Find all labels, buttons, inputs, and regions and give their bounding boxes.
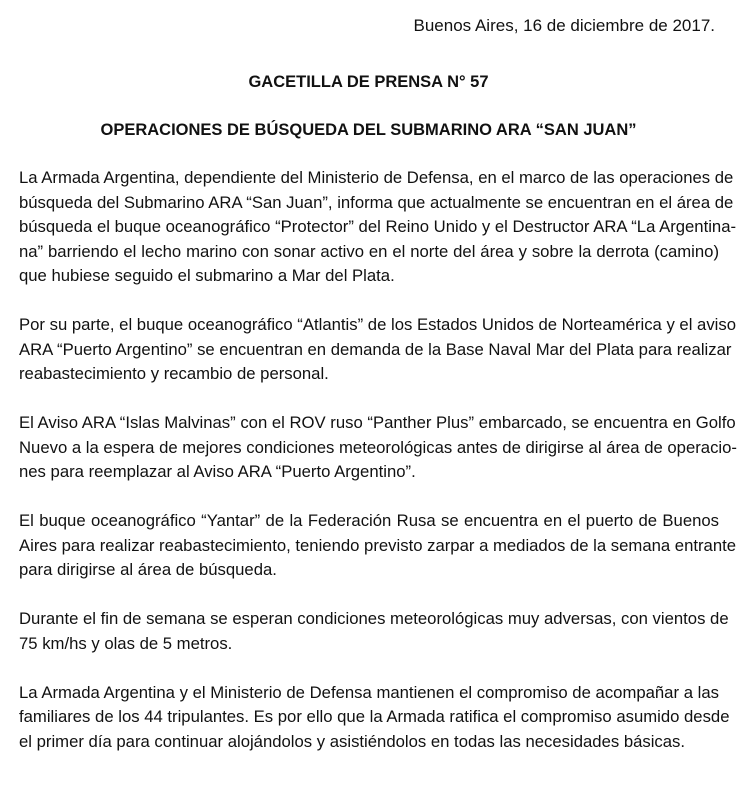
text-line: El Aviso ARA “Islas Malvinas” con el ROV ruso “Panther Plus” embarcado, se encuentra en Golfo (19, 413, 736, 432)
text-line: búsqueda del Submarino ARA “San Juan”, informa que actualmente se encuentran en el área de (19, 192, 734, 212)
text-line: nes para reemplazar al Aviso ARA “Puerto Argentino”. (19, 462, 416, 481)
paragraph-yantar (19, 509, 737, 583)
paragraph-search-operations (19, 166, 737, 289)
text-line: que hubiese seguido el submarino a Mar del Plata. (19, 266, 395, 285)
press-release-body (19, 166, 737, 779)
text-line: Aires para realizar reabastecimiento, teniendo previsto zarpar a mediados de la semana entrante (19, 535, 737, 555)
date-line: Buenos Aires, 16 de diciembre de 2017. (413, 16, 715, 35)
text-line: Por su parte, el buque oceanográfico “Atlantis” de los Estados Unidos de Norteamérica y el aviso (19, 315, 737, 334)
text-line: La Armada Argentina y el Ministerio de Defensa mantienen el compromiso de acompañar a las (19, 682, 719, 702)
text-line: familiares de los 44 tripulantes. Es por ello que la Armada ratifica el compromiso asumido desde (19, 707, 730, 726)
text-line: para dirigirse al área de búsqueda. (19, 560, 277, 579)
text-line: ARA “Puerto Argentino” se encuentran en demanda de la Base Naval Mar del Plata para realizar (19, 339, 732, 359)
text-line: reabastecimiento y recambio de personal. (19, 364, 329, 383)
paragraph-islas-malvinas (19, 411, 737, 485)
text-line: na” barriendo el lecho marino con sonar activo en el norte del área y sobre la derrota (camino) (19, 241, 719, 261)
paragraph-atlantis (19, 313, 737, 387)
press-release-headline: OPERACIONES DE BÚSQUEDA DEL SUBMARINO ARA “SAN JUAN” (100, 121, 637, 139)
text-line: 75 km/hs y olas de 5 metros. (19, 633, 233, 653)
text-line: La Armada Argentina, dependiente del Ministerio de Defensa, en el marco de las operaciones de (19, 168, 734, 187)
text-line: El buque oceanográfico “Yantar” de la Federación Rusa se encuentra en el puerto de Buenos (19, 511, 719, 530)
text-line: búsqueda el buque oceanográfico “Protector” del Reino Unido y el Destructor ARA “La Argentina- (19, 217, 737, 236)
text-line: Durante el fin de semana se esperan condiciones meteorológicas muy adversas, con vientos de (19, 609, 729, 628)
text-line: Nuevo a la espera de mejores condiciones meteorológicas antes de dirigirse al área de operacio- (19, 437, 737, 457)
text-line: el primer día para continuar alojándolos y asistiéndolos en todas las necesidades básicas. (19, 731, 686, 751)
press-release-number: GACETILLA DE PRENSA N° 57 (248, 73, 489, 91)
paragraph-weather (19, 607, 729, 656)
paragraph-commitment (19, 681, 730, 755)
